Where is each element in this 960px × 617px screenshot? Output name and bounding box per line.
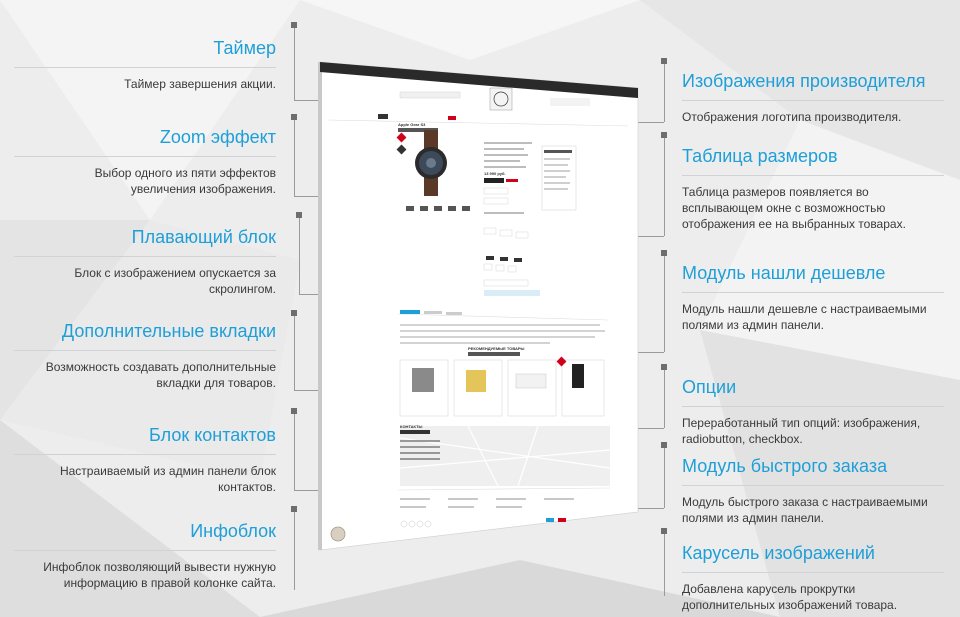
feature-description: Отображения логотипа производителя. [682, 110, 902, 124]
divider [682, 572, 944, 573]
feature-description: Модуль нашли дешевле с настраиваемыми полями из админ панели. [682, 302, 927, 332]
mockup-price: 13 990 руб. [484, 171, 506, 176]
divider [14, 550, 276, 551]
mockup-product-title: Apple Gear S3 [398, 122, 426, 127]
feature-extra-tabs [14, 320, 276, 391]
site-mockup [318, 58, 640, 558]
feature-title: Опции [682, 377, 737, 397]
feature-description: Таблица размеров появляется во всплывающем окне с возможностью отображения ее на выбранных товарах. [682, 185, 906, 231]
feature-description: Настраиваемый из админ панели блок контактов. [59, 464, 276, 494]
feature-description: Инфоблок позволяющий вывести нужную информацию в правой колонке сайта. [43, 560, 276, 590]
divider [682, 406, 944, 407]
divider [14, 156, 276, 157]
feature-description: Выбор одного из пяти эффектов увеличения изображения. [94, 166, 276, 196]
leader-line [664, 534, 665, 596]
feature-description: Блок с изображением опускается за скролингом. [74, 266, 276, 296]
leader-line [664, 138, 665, 236]
divider [14, 67, 276, 68]
feature-title: Изображения производителя [682, 71, 926, 91]
leader-line [294, 120, 295, 196]
feature-zoom [14, 126, 276, 197]
leader-line [294, 28, 295, 100]
divider [682, 100, 944, 101]
divider [682, 485, 944, 486]
feature-timer [14, 37, 276, 92]
feature-size-table [682, 145, 944, 232]
feature-quick-order [682, 455, 944, 526]
feature-title: Плавающий блок [131, 227, 276, 247]
mockup-recommended-title: РЕКОМЕНДУЕМЫЕ ТОВАРЫ [468, 346, 525, 351]
feature-floating-block [14, 226, 276, 297]
divider [682, 175, 944, 176]
feature-image-carousel [682, 542, 944, 613]
divider [14, 256, 276, 257]
divider [682, 292, 944, 293]
feature-title: Таймер [213, 38, 276, 58]
feature-manufacturer-images [682, 70, 944, 125]
feature-title: Модуль нашли дешевле [682, 263, 886, 283]
leader-line [664, 448, 665, 508]
feature-infoblock [14, 520, 276, 591]
leader-line [299, 218, 300, 294]
mockup-drawing [318, 58, 640, 558]
leader-line [294, 414, 295, 490]
feature-title: Модуль быстрого заказа [682, 456, 888, 476]
leader-line [664, 64, 665, 122]
feature-title: Инфоблок [190, 521, 276, 541]
leader-line [294, 512, 295, 590]
mockup-contacts-title: КОНТАКТЫ [400, 424, 423, 429]
feature-title: Дополнительные вкладки [61, 321, 276, 341]
feature-description: Добавлена карусель прокрутки дополнительных изображений товара. [682, 582, 898, 612]
divider [14, 350, 276, 351]
feature-description: Возможность создавать дополнительные вкладки для товаров. [45, 360, 276, 390]
feature-found-cheaper [682, 262, 944, 333]
leader-line [294, 316, 295, 390]
feature-title: Zoom эффект [159, 127, 276, 147]
feature-description: Модуль быстрого заказа с настраиваемыми полями из админ панели. [682, 495, 928, 525]
leader-line [664, 256, 665, 352]
leader-line [664, 370, 665, 428]
feature-options [682, 376, 944, 447]
feature-description: Таймер завершения акции. [124, 77, 276, 91]
feature-contacts-block [14, 424, 276, 495]
feature-title: Карусель изображений [682, 543, 875, 563]
feature-title: Блок контактов [149, 425, 276, 445]
divider [14, 454, 276, 455]
feature-title: Таблица размеров [682, 146, 838, 166]
feature-description: Переработанный тип опций: изображения, radiobutton, checkbox. [682, 416, 921, 446]
